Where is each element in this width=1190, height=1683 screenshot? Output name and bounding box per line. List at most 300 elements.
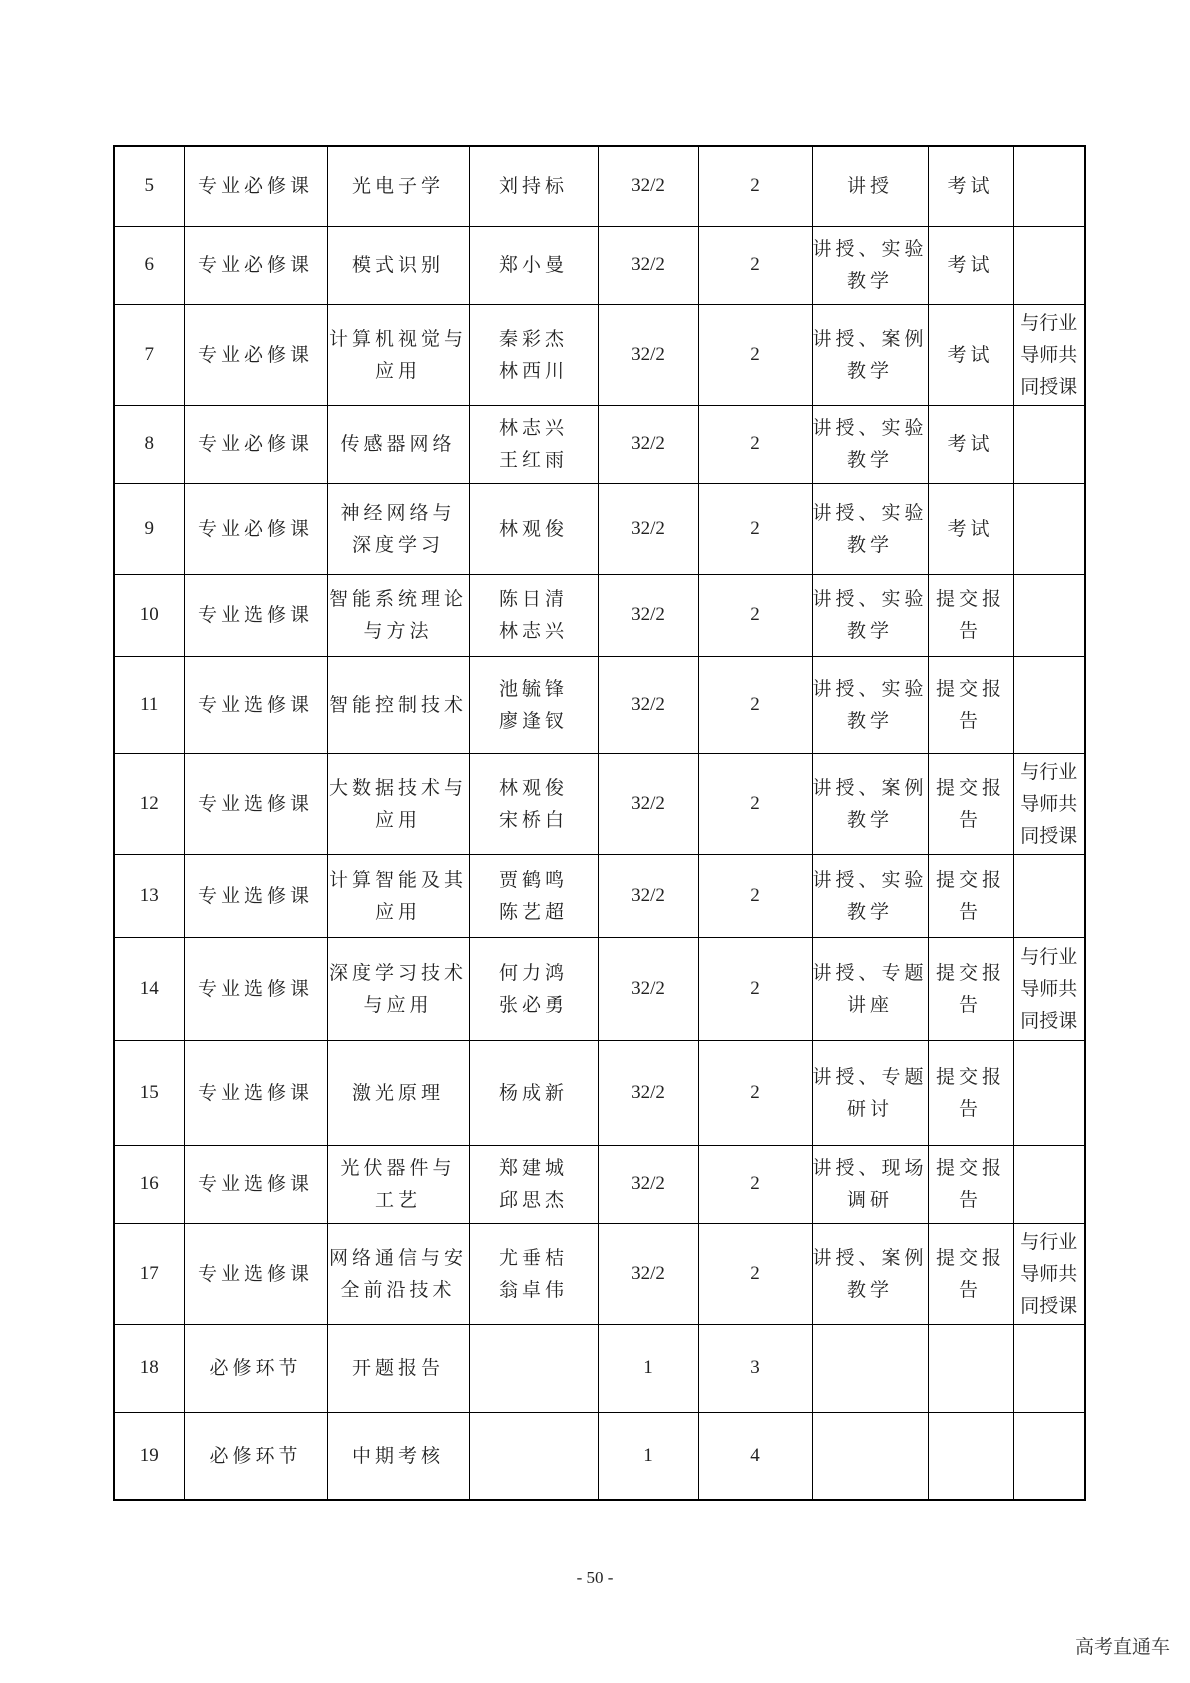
cell-note — [1013, 1412, 1085, 1500]
cell-hours — [598, 854, 698, 937]
cell-line: 2 — [750, 604, 760, 625]
cell-line: 14 — [139, 977, 159, 999]
cell-method — [812, 226, 928, 304]
cell-teachers — [469, 656, 598, 753]
table-row — [114, 304, 1085, 405]
cell-course-type — [184, 854, 327, 937]
cell-course-type — [184, 656, 327, 753]
cell-hours — [598, 226, 698, 304]
cell-note — [1013, 1324, 1085, 1412]
cell-course-name — [327, 1412, 469, 1500]
cell-course-name — [327, 1040, 469, 1145]
cell-line: 2 — [750, 1262, 760, 1284]
cell-line: 告 — [959, 1278, 983, 1301]
table-body — [114, 146, 1085, 1500]
cell-line: 张必勇 — [498, 993, 568, 1016]
cell-hours — [598, 1412, 698, 1500]
cell-course-type — [184, 146, 327, 226]
cell-assessment — [928, 854, 1013, 937]
cell-credit — [698, 1145, 812, 1223]
cell-line: 32/2 — [631, 1081, 665, 1103]
cell-line: 导师共 — [1020, 977, 1078, 1000]
cell-teachers — [469, 1040, 598, 1145]
cell-line: 计算机视觉与 — [328, 327, 467, 350]
cell-teachers — [469, 753, 598, 854]
cell-note — [1013, 146, 1085, 226]
cell-no — [114, 753, 184, 854]
cell-line: 提交报 — [936, 868, 1006, 891]
cell-line: 9 — [144, 517, 154, 539]
cell-credit — [698, 304, 812, 405]
table-row — [114, 226, 1085, 304]
cell-line: 专业选修课 — [197, 1262, 313, 1285]
cell-line: 专业必修课 — [197, 433, 313, 455]
cell-method — [812, 304, 928, 405]
cell-course-type — [184, 483, 327, 574]
cell-line: 深度学习 — [351, 533, 444, 556]
watermark: 高考直通车 — [1074, 1636, 1170, 1658]
cell-line: 2 — [750, 517, 760, 539]
cell-line: 林观俊 — [498, 517, 568, 540]
cell-line: 调研 — [847, 1189, 894, 1211]
cell-line: 大数据技术与 — [328, 776, 467, 799]
cell-line: 3 — [750, 1357, 760, 1378]
cell-assessment — [928, 1040, 1013, 1145]
table-row — [114, 1040, 1085, 1145]
cell-line: 告 — [959, 900, 983, 923]
cell-line: 讲授、实验 — [812, 677, 928, 700]
cell-hours — [598, 483, 698, 574]
cell-line: 32/2 — [631, 433, 665, 454]
cell-line: 讲授、专题 — [812, 961, 928, 984]
cell-line: 邱思杰 — [498, 1189, 568, 1211]
cell-line: 1 — [643, 1357, 653, 1378]
cell-assessment — [928, 937, 1013, 1040]
cell-line: 同授课 — [1020, 1294, 1078, 1317]
cell-hours — [598, 1223, 698, 1324]
cell-assessment — [928, 753, 1013, 854]
cell-line: 19 — [139, 1444, 159, 1466]
cell-line: 提交报 — [936, 961, 1006, 984]
cell-line: 同授课 — [1020, 375, 1078, 398]
cell-line: 32/2 — [631, 1262, 665, 1284]
cell-line: 宋桥白 — [498, 808, 568, 831]
cell-line: 与行业 — [1020, 945, 1078, 968]
cell-line: 16 — [139, 1173, 159, 1194]
cell-line: 深度学习技术 — [328, 961, 467, 984]
cell-no — [114, 226, 184, 304]
cell-course-name — [327, 483, 469, 574]
cell-line: 13 — [139, 884, 159, 906]
cell-credit — [698, 146, 812, 226]
cell-line: 提交报 — [936, 588, 1006, 610]
cell-line: 翁卓伟 — [498, 1278, 568, 1301]
cell-line: 导师共 — [1020, 343, 1078, 366]
cell-hours — [598, 1145, 698, 1223]
cell-course-name — [327, 753, 469, 854]
cell-line: 尤垂桔 — [498, 1246, 568, 1269]
cell-method — [812, 1412, 928, 1500]
cell-no — [114, 1223, 184, 1324]
table-row — [114, 937, 1085, 1040]
cell-no — [114, 304, 184, 405]
cell-line: 2 — [750, 884, 760, 906]
cell-method — [812, 656, 928, 753]
cell-course-type — [184, 226, 327, 304]
cell-teachers — [469, 574, 598, 656]
cell-line: 专业选修课 — [197, 792, 313, 815]
cell-method — [812, 1040, 928, 1145]
cell-line: 与方法 — [363, 620, 433, 642]
cell-line: 讲授、案例 — [812, 327, 928, 350]
cell-note — [1013, 1040, 1085, 1145]
cell-assessment — [928, 1324, 1013, 1412]
course-table — [113, 145, 1086, 1501]
cell-line: 池毓锋 — [498, 677, 568, 700]
cell-line: 智能系统理论 — [328, 588, 467, 610]
cell-line: 林观俊 — [498, 776, 568, 799]
cell-credit — [698, 483, 812, 574]
cell-line: 2 — [750, 1173, 760, 1194]
cell-line: 秦彩杰 — [498, 327, 568, 350]
cell-no — [114, 1412, 184, 1500]
cell-line: 专业选修课 — [197, 977, 313, 1000]
cell-line: 2 — [750, 175, 760, 197]
cell-line: 11 — [140, 693, 159, 715]
table-row — [114, 1223, 1085, 1324]
cell-teachers — [469, 226, 598, 304]
cell-note — [1013, 1223, 1085, 1324]
cell-line: 4 — [750, 1444, 760, 1466]
cell-no — [114, 1145, 184, 1223]
cell-line: 告 — [959, 709, 983, 732]
cell-method — [812, 1223, 928, 1324]
cell-note — [1013, 656, 1085, 753]
cell-course-type — [184, 1040, 327, 1145]
cell-line: 专业选修课 — [197, 884, 313, 907]
cell-line: 32/2 — [631, 343, 665, 365]
cell-line: 提交报 — [936, 1246, 1006, 1269]
cell-line: 必修环节 — [209, 1444, 302, 1467]
cell-course-type — [184, 937, 327, 1040]
cell-assessment — [928, 1145, 1013, 1223]
cell-course-name — [327, 937, 469, 1040]
cell-credit — [698, 574, 812, 656]
cell-line: 6 — [144, 254, 154, 275]
page-number: - 50 - — [576, 1568, 614, 1587]
cell-credit — [698, 1040, 812, 1145]
cell-line: 讲授、实验 — [812, 238, 928, 260]
cell-line: 讲授、实验 — [812, 417, 928, 439]
cell-line: 教学 — [847, 900, 894, 923]
table-row — [114, 1324, 1085, 1412]
cell-method — [812, 1324, 928, 1412]
cell-course-name — [327, 405, 469, 483]
cell-line: 考试 — [947, 343, 994, 366]
cell-line: 与应用 — [363, 993, 433, 1016]
cell-line: 专业必修课 — [197, 517, 313, 540]
cell-course-type — [184, 1145, 327, 1223]
cell-note — [1013, 226, 1085, 304]
table-row — [114, 1412, 1085, 1500]
cell-course-type — [184, 1223, 327, 1324]
cell-line: 应用 — [374, 900, 421, 923]
table-row — [114, 574, 1085, 656]
cell-line: 讲授、现场 — [812, 1157, 928, 1179]
cell-line: 廖逢钗 — [498, 709, 568, 732]
cell-course-name — [327, 574, 469, 656]
cell-method — [812, 483, 928, 574]
cell-credit — [698, 753, 812, 854]
cell-line: 教学 — [847, 620, 894, 642]
table-row — [114, 854, 1085, 937]
cell-course-name — [327, 226, 469, 304]
cell-no — [114, 1040, 184, 1145]
cell-line: 告 — [959, 620, 983, 642]
cell-line: 考试 — [947, 433, 994, 455]
cell-line: 杨成新 — [498, 1081, 568, 1104]
cell-line: 教学 — [847, 533, 894, 556]
cell-line: 传感器网络 — [340, 433, 456, 455]
cell-line: 专业必修课 — [197, 175, 313, 198]
cell-teachers — [469, 937, 598, 1040]
cell-method — [812, 854, 928, 937]
cell-note — [1013, 483, 1085, 574]
cell-method — [812, 574, 928, 656]
cell-line: 贾鹤鸣 — [498, 868, 568, 891]
table-row — [114, 483, 1085, 574]
cell-line: 2 — [750, 433, 760, 454]
cell-line: 陈艺超 — [498, 900, 568, 923]
cell-no — [114, 937, 184, 1040]
cell-line: 开题报告 — [351, 1357, 444, 1379]
cell-line: 中期考核 — [351, 1444, 444, 1467]
cell-course-type — [184, 574, 327, 656]
cell-no — [114, 146, 184, 226]
cell-line: 讲授、案例 — [812, 776, 928, 799]
cell-assessment — [928, 146, 1013, 226]
cell-line: 32/2 — [631, 977, 665, 999]
cell-line: 与行业 — [1020, 1230, 1078, 1253]
cell-line: 教学 — [847, 808, 894, 831]
cell-assessment — [928, 304, 1013, 405]
cell-credit — [698, 937, 812, 1040]
cell-line: 讲授、专题 — [812, 1065, 928, 1088]
cell-line: 18 — [139, 1357, 159, 1378]
cell-hours — [598, 304, 698, 405]
table-row — [114, 146, 1085, 226]
cell-line: 32/2 — [631, 884, 665, 906]
cell-course-name — [327, 854, 469, 937]
cell-line: 17 — [139, 1262, 159, 1284]
cell-course-type — [184, 1324, 327, 1412]
cell-line: 告 — [959, 993, 983, 1016]
cell-line: 2 — [750, 254, 760, 275]
cell-line: 智能控制技术 — [328, 693, 467, 716]
cell-course-type — [184, 304, 327, 405]
cell-note — [1013, 937, 1085, 1040]
cell-hours — [598, 1040, 698, 1145]
cell-line: 陈日清 — [498, 588, 568, 610]
cell-course-type — [184, 405, 327, 483]
cell-method — [812, 753, 928, 854]
cell-line: 2 — [750, 1081, 760, 1103]
cell-course-name — [327, 146, 469, 226]
cell-line: 8 — [144, 433, 154, 454]
cell-credit — [698, 405, 812, 483]
cell-line: 专业选修课 — [197, 1081, 313, 1104]
cell-line: 5 — [144, 175, 154, 197]
cell-line: 应用 — [374, 808, 421, 831]
cell-course-name — [327, 304, 469, 405]
cell-line: 告 — [959, 1189, 983, 1211]
cell-teachers — [469, 483, 598, 574]
cell-line: 32/2 — [631, 604, 665, 625]
cell-line: 刘持标 — [498, 175, 568, 198]
cell-method — [812, 405, 928, 483]
cell-line: 32/2 — [631, 254, 665, 275]
cell-line: 同授课 — [1020, 1009, 1078, 1032]
cell-credit — [698, 854, 812, 937]
cell-line: 光电子学 — [351, 175, 444, 198]
cell-line: 告 — [959, 808, 983, 831]
cell-line: 模式识别 — [351, 254, 444, 276]
cell-line: 讲授、实验 — [812, 868, 928, 891]
cell-note — [1013, 304, 1085, 405]
cell-no — [114, 656, 184, 753]
cell-line: 2 — [750, 977, 760, 999]
cell-course-type — [184, 1412, 327, 1500]
cell-line: 考试 — [947, 254, 994, 276]
cell-line: 何力鸿 — [498, 961, 568, 984]
cell-line: 郑建城 — [498, 1157, 568, 1179]
table-row — [114, 753, 1085, 854]
cell-line: 考试 — [947, 517, 994, 540]
cell-teachers — [469, 1324, 598, 1412]
cell-no — [114, 574, 184, 656]
cell-line: 王红雨 — [498, 449, 568, 471]
cell-no — [114, 483, 184, 574]
cell-course-name — [327, 1223, 469, 1324]
cell-line: 2 — [750, 343, 760, 365]
cell-line: 应用 — [374, 359, 421, 382]
cell-line: 12 — [139, 792, 159, 814]
cell-hours — [598, 753, 698, 854]
cell-line: 导师共 — [1020, 1262, 1078, 1285]
cell-line: 提交报 — [936, 1065, 1006, 1088]
cell-method — [812, 937, 928, 1040]
cell-line: 提交报 — [936, 677, 1006, 700]
cell-line: 专业选修课 — [197, 1173, 313, 1195]
cell-line: 计算智能及其 — [328, 868, 467, 891]
cell-line: 网络通信与安 — [328, 1246, 467, 1269]
cell-assessment — [928, 574, 1013, 656]
cell-no — [114, 1324, 184, 1412]
cell-line: 专业必修课 — [197, 343, 313, 366]
cell-line: 提交报 — [936, 1157, 1006, 1179]
cell-hours — [598, 656, 698, 753]
cell-line: 32/2 — [631, 1173, 665, 1194]
cell-teachers — [469, 1412, 598, 1500]
cell-assessment — [928, 656, 1013, 753]
cell-note — [1013, 753, 1085, 854]
cell-line: 神经网络与 — [340, 501, 456, 524]
cell-line: 讲座 — [847, 993, 894, 1016]
cell-line: 与行业 — [1020, 311, 1078, 334]
cell-credit — [698, 226, 812, 304]
cell-line: 32/2 — [631, 175, 665, 197]
cell-hours — [598, 937, 698, 1040]
cell-line: 专业选修课 — [197, 693, 313, 716]
cell-line: 林西川 — [498, 359, 568, 382]
cell-line: 32/2 — [631, 693, 665, 715]
cell-line: 同授课 — [1020, 824, 1078, 847]
cell-assessment — [928, 405, 1013, 483]
cell-line: 讲授、实验 — [812, 501, 928, 524]
cell-credit — [698, 1324, 812, 1412]
cell-line: 32/2 — [631, 517, 665, 539]
cell-course-name — [327, 656, 469, 753]
cell-method — [812, 1145, 928, 1223]
cell-line: 2 — [750, 693, 760, 715]
cell-line: 讲授、案例 — [812, 1246, 928, 1269]
cell-line: 考试 — [947, 175, 994, 198]
cell-hours — [598, 574, 698, 656]
cell-line: 专业选修课 — [197, 604, 313, 626]
cell-course-name — [327, 1145, 469, 1223]
cell-line: 林志兴 — [498, 620, 568, 642]
cell-no — [114, 854, 184, 937]
cell-line: 全前沿技术 — [340, 1278, 456, 1301]
cell-line: 讲授 — [847, 175, 894, 198]
cell-line: 32/2 — [631, 792, 665, 814]
cell-credit — [698, 1412, 812, 1500]
cell-line: 讲授、实验 — [812, 588, 928, 610]
cell-assessment — [928, 1223, 1013, 1324]
cell-teachers — [469, 146, 598, 226]
cell-line: 激光原理 — [351, 1081, 444, 1104]
cell-line: 光伏器件与 — [340, 1157, 456, 1179]
table-row — [114, 656, 1085, 753]
cell-note — [1013, 405, 1085, 483]
cell-line: 教学 — [847, 449, 894, 471]
cell-line: 1 — [643, 1444, 653, 1466]
cell-line: 教学 — [847, 270, 894, 292]
cell-assessment — [928, 483, 1013, 574]
cell-credit — [698, 1223, 812, 1324]
table-row — [114, 1145, 1085, 1223]
cell-method — [812, 146, 928, 226]
cell-course-name — [327, 1324, 469, 1412]
cell-line: 告 — [959, 1097, 983, 1120]
cell-hours — [598, 1324, 698, 1412]
cell-line: 教学 — [847, 709, 894, 732]
cell-course-type — [184, 753, 327, 854]
cell-line: 10 — [139, 604, 159, 625]
cell-assessment — [928, 226, 1013, 304]
cell-no — [114, 405, 184, 483]
cell-teachers — [469, 304, 598, 405]
cell-line: 教学 — [847, 1278, 894, 1301]
cell-line: 与行业 — [1020, 760, 1078, 783]
cell-note — [1013, 574, 1085, 656]
cell-line: 郑小曼 — [498, 254, 568, 276]
cell-line: 提交报 — [936, 776, 1006, 799]
cell-line: 教学 — [847, 359, 894, 382]
cell-line: 导师共 — [1020, 792, 1078, 815]
cell-line: 工艺 — [374, 1189, 421, 1211]
cell-hours — [598, 146, 698, 226]
